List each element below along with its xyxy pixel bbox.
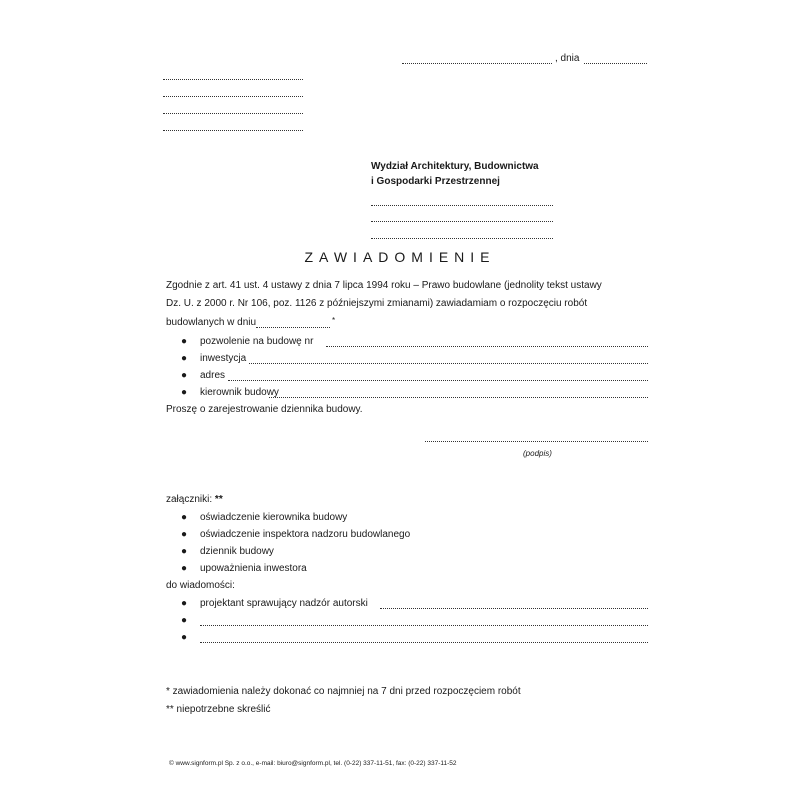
intro-line-3: budowlanych w dniu xyxy=(166,317,257,328)
attachments-label-text: załączniki: xyxy=(166,494,213,505)
intro-line-2: Dz. U. z 2000 r. Nr 106, poz. 1126 z późniejszymi zmianami) zawiadamiam o rozpoczęciu robót xyxy=(166,298,588,309)
date-field[interactable] xyxy=(584,63,647,64)
detail-label-investment: inwestycja xyxy=(200,353,247,364)
bullet-icon: ● xyxy=(181,598,188,609)
copy-recipient-item: projektant sprawujący nadzór autorski xyxy=(200,598,368,609)
sender-line-2[interactable] xyxy=(163,96,303,97)
site-manager-field[interactable] xyxy=(269,397,648,398)
bullet-icon: ● xyxy=(181,632,188,643)
recipient-line-2: i Gospodarki Przestrzennej xyxy=(371,176,500,187)
bullet-icon: ● xyxy=(181,336,188,347)
copy-recipient-field-2[interactable] xyxy=(200,625,648,626)
bullet-icon: ● xyxy=(181,353,188,364)
recipient-address-line-3[interactable] xyxy=(371,238,553,239)
copy-recipient-field-3[interactable] xyxy=(200,642,648,643)
bullet-icon: ● xyxy=(181,512,188,523)
footnote-2: ** niepotrzebne skreślić xyxy=(166,704,271,715)
footnote-1: * zawiadomienia należy dokonać co najmniej na 7 dni przed rozpoczęciem robót xyxy=(166,686,521,697)
recipient-address-line-2[interactable] xyxy=(371,221,553,222)
request-text: Proszę o zarejestrowanie dziennika budowy. xyxy=(166,404,363,415)
permit-number-field[interactable] xyxy=(326,346,648,347)
bullet-icon: ● xyxy=(181,546,188,557)
document-title: ZAWIADOMIENIE xyxy=(304,249,496,265)
date-separator: , dnia xyxy=(555,53,580,64)
investment-field[interactable] xyxy=(249,363,648,364)
detail-label-site-manager: kierownik budowy xyxy=(200,387,279,398)
bullet-icon: ● xyxy=(181,387,188,398)
detail-label-permit: pozwolenie na budowę nr xyxy=(200,336,314,347)
recipient-line-1: Wydział Architektury, Budownictwa xyxy=(371,161,539,172)
copies-label: do wiadomości: xyxy=(166,580,235,591)
attachments-label xyxy=(166,494,223,506)
attachment-item: oświadczenie kierownika budowy xyxy=(200,512,348,523)
address-field[interactable] xyxy=(228,380,648,381)
sender-line-3[interactable] xyxy=(163,113,303,114)
footer-copyright: © www.signform.pl Sp. z o.o., e-mail: biuro@signform.pl, tel. (0-22) 337-11-51, fax: (0-22) 337-11-52 xyxy=(169,760,457,767)
sender-line-4[interactable] xyxy=(163,130,303,131)
attachment-item: upoważnienia inwestora xyxy=(200,563,307,574)
start-date-marker: * xyxy=(332,316,336,325)
bullet-icon: ● xyxy=(181,615,188,626)
attachment-item: oświadczenie inspektora nadzoru budowlanego xyxy=(200,529,411,540)
sender-line-1[interactable] xyxy=(163,79,303,80)
attachments-marker: ** xyxy=(214,494,223,505)
bullet-icon: ● xyxy=(181,563,188,574)
bullet-icon: ● xyxy=(181,529,188,540)
signature-caption: (podpis) xyxy=(523,449,552,458)
recipient-address-line-1[interactable] xyxy=(371,205,553,206)
detail-label-address: adres xyxy=(200,370,226,381)
signature-field[interactable] xyxy=(425,441,648,442)
place-field[interactable] xyxy=(402,63,552,64)
copy-recipient-field-1[interactable] xyxy=(380,608,648,609)
attachment-item: dziennik budowy xyxy=(200,546,274,557)
intro-line-1: Zgodnie z art. 41 ust. 4 ustawy z dnia 7 lipca 1994 roku – Prawo budowlane (jednolity tekst ustawy xyxy=(166,280,602,291)
start-date-field[interactable] xyxy=(256,327,330,328)
bullet-icon: ● xyxy=(181,370,188,381)
